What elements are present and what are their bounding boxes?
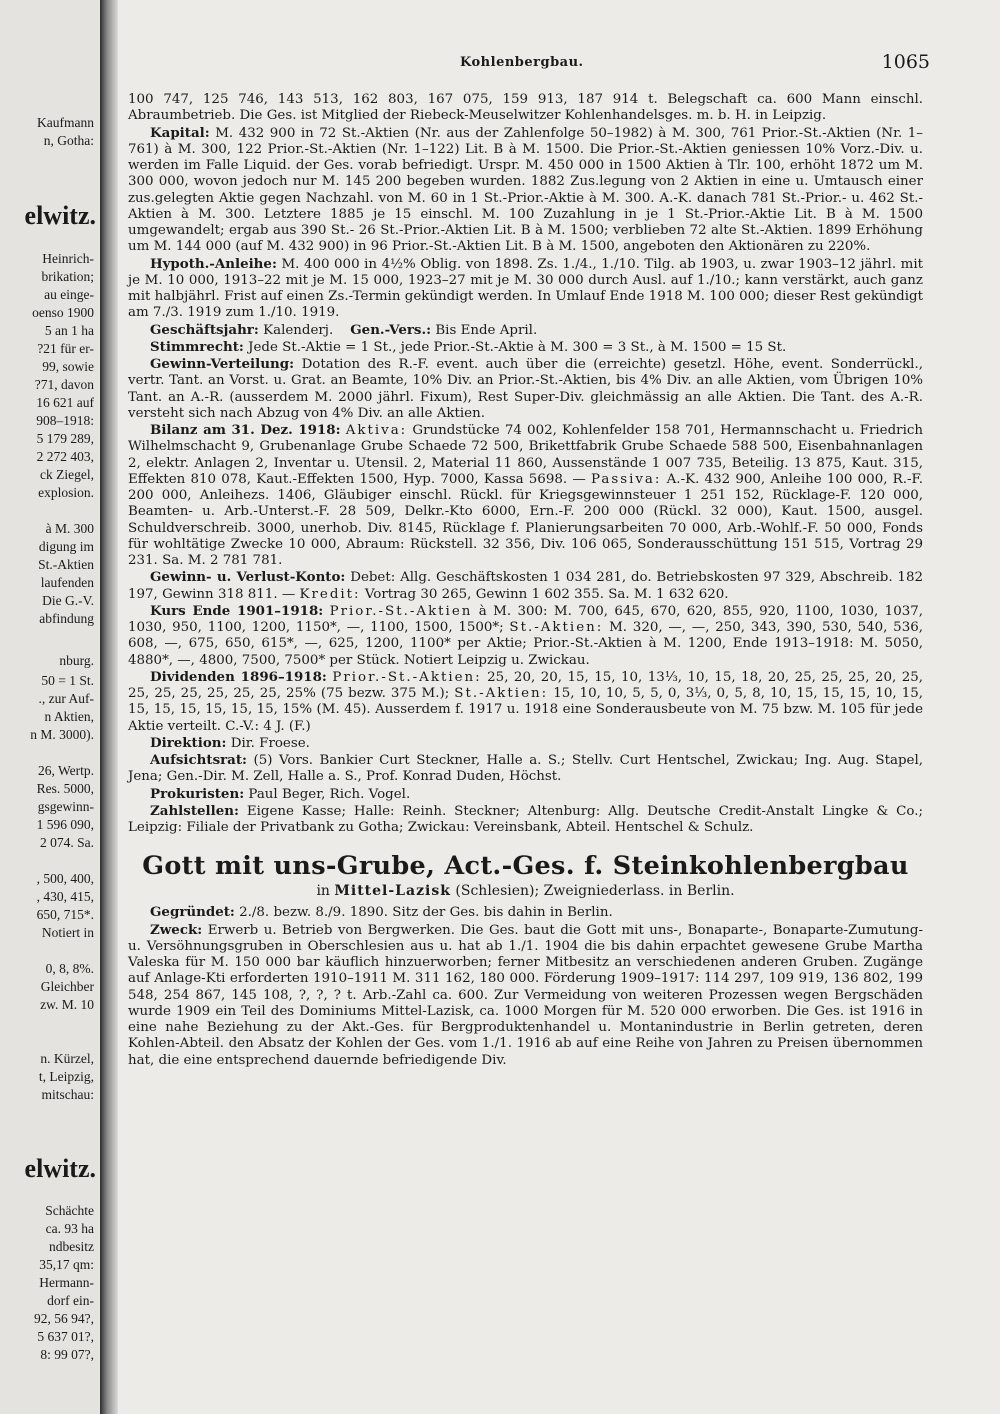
left-page-line: laufenden (40, 575, 94, 590)
left-page-line: gsgewinn- (37, 799, 94, 814)
left-page-line: 35,17 qm: (39, 1257, 94, 1272)
left-page-line: Hermann- (39, 1275, 94, 1290)
page-gutter (100, 0, 118, 1414)
left-page-line: 1 596 090, (36, 817, 94, 832)
left-page-line: Res. 5000, (36, 781, 94, 796)
left-page-line: Die G.-V. (42, 593, 94, 608)
hypoth-label: Hypoth.-Anleihe: (150, 255, 277, 272)
left-page-line: explosion. (38, 485, 94, 500)
page-number: 1065 (881, 51, 930, 73)
aktiva-label: Aktiva: (345, 423, 408, 438)
stimmrecht-paragraph: Stimmrecht: Jede St.-Aktie = 1 St., jede Prior.-St.-Aktie à M. 300 = 3 St., à M. 1500 = 15 St. (150, 338, 787, 355)
left-page-line: 99, sowie (42, 359, 94, 374)
left-page-line: 650, 715*. (36, 907, 94, 922)
zweck-paragraph: Zweck: Erwerb u. Betrieb von Bergwerken. Die Ges. baut die Gott mit uns-, Bonaparte-, Bonaparte-Zumutung- u. Versöhnungsgruben in Oberschlesien aus u. hat ab 1./1. 1904 die bis dahin erpachtet gewesene Grube Martha Valeska für M. 150 000 bar käuflich hinzuerworben; ferner Mitbesitz an verschiedenen anderen Gruben. Zugänge auf Anlage-Kti erforderten 1910–1911 M. 311 162, 180 000. Förderung 1909–1917: 114 297, 109 919, 136 802, 199 548, 254 867, 145 108, ?, ?, ? t. Arb.-Zahl ca. 600. Zur Vermeidung von weiteren Prozessen wegen Bergschäden wurde 1909 ein Teil des Dominiums Mittel-Lazisk, ca. 1000 Morgen für M. 520 000 erworben. Die Ges. ist 1916 in eine nahe Beziehung zu der Akt.-Ges. für Bergproduktenhandel u. Montanindustrie in Berlin getreten, deren Kohlen-Abteil. den Absatz der Kohlen der Ges. vom 1./1. 1916 ab auf eine Reihe von Jahren zu Preisen übernommen hat, die eine entsprechend dauernde befriedigende Div. (128, 921, 923, 1068)
left-page-line: ?71, davon (34, 377, 94, 392)
left-page-line: ., zur Auf- (38, 691, 94, 706)
left-page-line: 26, Wertp. (37, 763, 94, 778)
left-page-line: n Aktien, (44, 709, 94, 724)
left-page-line: ck Ziegel, (40, 467, 94, 482)
left-page-line: zw. M. 10 (40, 997, 94, 1012)
company-place: Mittel-Lazisk (334, 883, 451, 900)
prokuristen-label: Prokuristen: (150, 785, 245, 802)
left-page-line: nburg. (59, 653, 94, 668)
left-page-line: mitschau: (41, 1087, 94, 1102)
direktion-label: Direktion: (150, 734, 227, 751)
kredit-label: Kredit: (299, 586, 361, 602)
main-column (128, 92, 923, 1069)
left-page-line: oenso 1900 (32, 305, 94, 320)
gewinn-konto-label: Gewinn- u. Verlust-Konto: (150, 569, 346, 586)
left-page-line: ?21 für er- (37, 341, 94, 356)
left-page-line: Schächte (45, 1203, 94, 1218)
geschaeftsjahr-paragraph: Geschäftsjahr: Kalenderj. Gen.-Vers.: Bis Ende April. (150, 321, 538, 338)
direktion-paragraph: Direktion: Dir. Froese. (150, 734, 310, 751)
left-page-line: elwitz. (24, 201, 96, 230)
intro-paragraph: 100 747, 125 746, 143 513, 162 803, 167 075, 159 913, 187 914 t. Belegschaft ca. 600 Mann einschl. Abraumbetrieb. Die Ges. ist Mitglied der Riebeck-Meuselwitzer Kohlenhandelsges. m. b. H. in Leipzig. (128, 92, 923, 124)
gen-vers-label: Gen.-Vers.: (350, 321, 432, 338)
geschaeftsjahr-label: Geschäftsjahr: (150, 321, 259, 338)
left-page-line: digung im (38, 539, 94, 554)
left-page-line: Gleichber (40, 979, 94, 994)
kurs-paragraph: Kurs Ende 1901–1918: Prior.-St.-Aktien à M. 300: M. 700, 645, 670, 620, 855, 920, 1100, 1030, 1037, 1030, 950, 1100, 1200, 1150*, —, 1100, 1500, 1500*; St.-Aktien: M. 320, —, —, 250, 343, 390, 530, 540, 536, 608, —, 675, 650, 615*, —, 625, 1200, 1100* per Aktie; Prior.-St.-Aktien à M. 1200, Ende 1913–1918: M. 5050, 4880*, —, 4800, 7500, 7500* per Stück. Notiert Leipzig u. Zwickau. (128, 602, 924, 668)
left-page-line: , 430, 415, (36, 889, 94, 904)
gewinn-verteilung-paragraph: Gewinn-Verteilung: Dotation des R.-F. event. auch über die (erreichte) gesetzl. Höhe, event. Sonderrückl., vertr. Tant. an Vorst. u. Grat. an Beamte, 10% Div. an Prior.-St.-Aktien, bis 4% Div. an alle Aktien, vom Übrigen 10% Tant. an A.-R. (ausserdem M. 2000 jährl. Fixum), Rest Super-Div. gleichmässig an alle Aktien. Die Tant. des A.-R. versteht sich nach Abzug von 4% Div. an alle Aktien. (128, 356, 923, 421)
left-page-line: n. Kürzel, (40, 1051, 94, 1066)
left-page-line: Notiert in (41, 925, 94, 940)
left-page-line: au einge- (44, 287, 94, 302)
company-subtitle: in Mittel-Lazisk (Schlesien); Zweigniederlass. in Berlin. (316, 883, 735, 900)
left-page-line: , 500, 400, (36, 871, 94, 886)
left-page-line: 0, 8, 8%. (45, 961, 94, 976)
left-page-line: Heinrich- (42, 251, 94, 266)
left-page-line: 2 272 403, (36, 449, 94, 464)
bilanz-label: Bilanz am 31. Dez. 1918: (150, 422, 341, 438)
left-page-line: 8: 99 07?, (40, 1347, 94, 1362)
left-page-line: n M. 3000). (30, 727, 94, 742)
kurs-label: Kurs Ende 1901–1918: (150, 602, 324, 619)
left-page-line: abfindung (39, 611, 94, 626)
gegruendet-label: Gegründet: (150, 904, 235, 921)
left-page-line: 50 = 1 St. (41, 673, 94, 688)
passiva-label: Passiva: (590, 471, 662, 487)
dividenden-paragraph: Dividenden 1896–1918: Prior.-St.-Aktien: 25, 20, 20, 15, 15, 10, 13⅓, 10, 15, 18, 20, 25, 25, 25, 20, 25, 25, 25, 25, 25, 25, 25, 25% (75 bezw. 375 M.); St.-Aktien: 15, 10, 10, 5, 5, 0, 3⅓, 0, 5, 8, 10, 15, 15, 15, 10, 15, 15, 15, 15, 15, 15, 15, 15% (M. 45). Ausserdem f. 1917 u. 1918 eine Sonderausbeute von M. 75 bzw. M. 105 für jede Aktie verteilt. C.-V.: 4 J. (F.) (128, 668, 924, 734)
prokuristen-paragraph: Prokuristen: Paul Beger, Rich. Vogel. (150, 785, 411, 802)
zahlstellen-label: Zahlstellen: (150, 802, 239, 819)
bilanz-paragraph: Bilanz am 31. Dez. 1918: Aktiva: Grundstücke 74 002, Kohlenfelder 158 701, Hermannschacht u. Friedrich Wilhelmschacht 9, Grubenanlage Grube Schaede 72 500, Brikettfabrik Grube Schaede 588 500, Eisenbahnanlagen 2, elektr. Anlagen 2, Inventar u. Utensil. 2, Material 11 860, Aussenstände 1 007 735, Beteilig. 13 875, Kaut. 315, Effekten 810 078, Kaut.-Effekten 1500, Hyp. 7000, Kassa 5698. — Passiva: A.-K. 432 900, Anleihe 100 000, R.-F. 200 000, Anleihezs. 1406, Gläubiger einschl. Rückl. für Kriegsgewinnsteuer 1 251 152, Rücklage-F. 120 000, Beamten- u. Arb.-Unterst.-F. 28 509, Delkr.-Kto 6000, Ern.-F. 200 000 (Rückl. 32 000), Kaut. 1500, ausgel. Schuldverschreib. 3000, unerhob. Div. 8145, Rücklage f. Planierungsarbeiten 70 000, Arb.-Wohlf.-F. 50 000, Fonds für wohltätige Zwecke 10 000, Abraum: Rückstell. 32 356, Div. 106 065, Sonderausschüttung 151 515, Vortrag 29 231. Sa. M. 2 781 781. (128, 422, 924, 568)
kapital-label: Kapital: (150, 124, 210, 141)
left-page-fragment (0, 0, 102, 1414)
gewinn-konto-paragraph: Gewinn- u. Verlust-Konto: Debet: Allg. Geschäftskosten 1 034 281, do. Betriebskosten 97 329, Abschreib. 182 197, Gewinn 318 811. — Kredit: Vortrag 30 265, Gewinn 1 602 355. Sa. M. 1 632 620. (128, 569, 923, 602)
left-page-line: dorf ein- (47, 1293, 94, 1308)
page-header (130, 51, 930, 83)
hypoth-paragraph: Hypoth.-Anleihe: M. 400 000 in 4½% Oblig. von 1898. Zs. 1./4., 1./10. Tilg. ab 1903, u. zwar 1903–12 jährl. mit je M. 10 000, 1913–22 mit je M. 15 000, 1923–27 mit je M. 30 000 durch Ausl. auf 1./10.; kann verstärkt, auch ganz mit halbjährl. Frist auf einen Zs.-Termin gekündigt werden. In Umlauf Ende 1918 M. 100 000; dieser Rest gekündigt am 7./3. 1919 zum 1./10. 1919. (128, 255, 923, 321)
left-page-line: 5 637 01?, (37, 1329, 94, 1344)
zahlstellen-paragraph: Zahlstellen: Eigene Kasse; Halle: Reinh. Steckner; Altenburg: Allg. Deutsche Credit-Anstalt Lingke & Co.; Leipzig: Filiale der Privatbank zu Gotha; Zwickau: Vereinsbank, Abteil. Hentschel & Schulz. (128, 802, 923, 835)
left-page-line: 5 an 1 ha (44, 323, 94, 338)
left-page-line: brikation; (41, 269, 94, 284)
left-page-line: St.-Aktien (38, 557, 94, 572)
stimmrecht-label: Stimmrecht: (150, 338, 244, 355)
left-page-line: 908–1918: (36, 413, 94, 428)
gegruendet-paragraph: Gegründet: 2./8. bezw. 8./9. 1890. Sitz der Ges. bis dahin in Berlin. (150, 904, 613, 921)
left-page-line: 2 074. Sa. (40, 835, 94, 850)
running-head: Kohlenbergbau. (460, 55, 584, 70)
left-page-line: 16 621 auf (36, 395, 94, 410)
left-page-line: ndbesitz (49, 1239, 94, 1254)
left-page-line: 5 179 289, (36, 431, 94, 446)
kapital-paragraph: Kapital: M. 432 900 in 72 St.-Aktien (Nr. aus der Zahlenfolge 50–1982) à M. 300, 761 Prior.-St.-Aktien (Nr. 1–761) à M. 300, 122 Prior.-St.-Aktien (Nr. 1–122) Lit. B à M. 1500. Die Prior.-St.-Aktien geniessen 10% Vorz.-Div. u. werden im Falle Liquid. der Ges. vorab befriedigt. Urspr. M. 450 000 in 1500 Aktien à Tlr. 100, erhöht 1872 um M. 300 000, wovon jedoch nur M. 145 200 begeben wurden. 1882 Zus.legung von 2 Aktien in eine u. Umtausch einer zus.gelegten Aktie gegen Nachzahl. von M. 60 in 1 St.-Prior.-Aktie à M. 300. A.-K. danach 781 St.-Prior.- u. 462 St.-Aktien à M. 300. Letztere 1885 je 15 einschl. M. 100 Zuzahlung in je 1 St.-Prior.-Aktie Lit. B à M. 1500 umgewandelt; ergab aus 390 St.- 26 St.-Prior.-Aktien Lit. B à M. 1500; verblieben 72 alte St.-Aktien. 1899 Erhöhung um M. 144 000 (auf M. 432 900) in 96 Prior.-St.-Aktien Lit. B à M. 1500, angeboten den Aktionären zu 220%. (128, 124, 923, 255)
left-page-line: t, Leipzig, (38, 1069, 94, 1084)
dividenden-label: Dividenden 1896–1918: (150, 668, 327, 685)
left-page-line: n, Gotha: (43, 133, 94, 148)
left-page-line: à M. 300 (45, 521, 94, 536)
zweck-label: Zweck: (150, 921, 203, 938)
gewinn-verteilung-label: Gewinn-Verteilung: (150, 356, 295, 372)
left-page-line: ca. 93 ha (45, 1221, 94, 1236)
aufsichtsrat-label: Aufsichtsrat: (150, 752, 247, 768)
left-page-line: Kaufmann (37, 115, 94, 130)
company-title: Gott mit uns-Grube, Act.-Ges. f. Steinkohlenbergbau (142, 851, 909, 882)
left-page-line: elwitz. (24, 1154, 96, 1183)
left-page-line: 92, 56 94?, (34, 1311, 94, 1326)
aufsichtsrat-paragraph: Aufsichtsrat: (5) Vors. Bankier Curt Steckner, Halle a. S.; Stellv. Curt Hentschel, Zwickau; Ing. Aug. Stapel, Jena; Gen.-Dir. M. Zell, Halle a. S., Prof. Konrad Duden, Höchst. (128, 752, 924, 785)
